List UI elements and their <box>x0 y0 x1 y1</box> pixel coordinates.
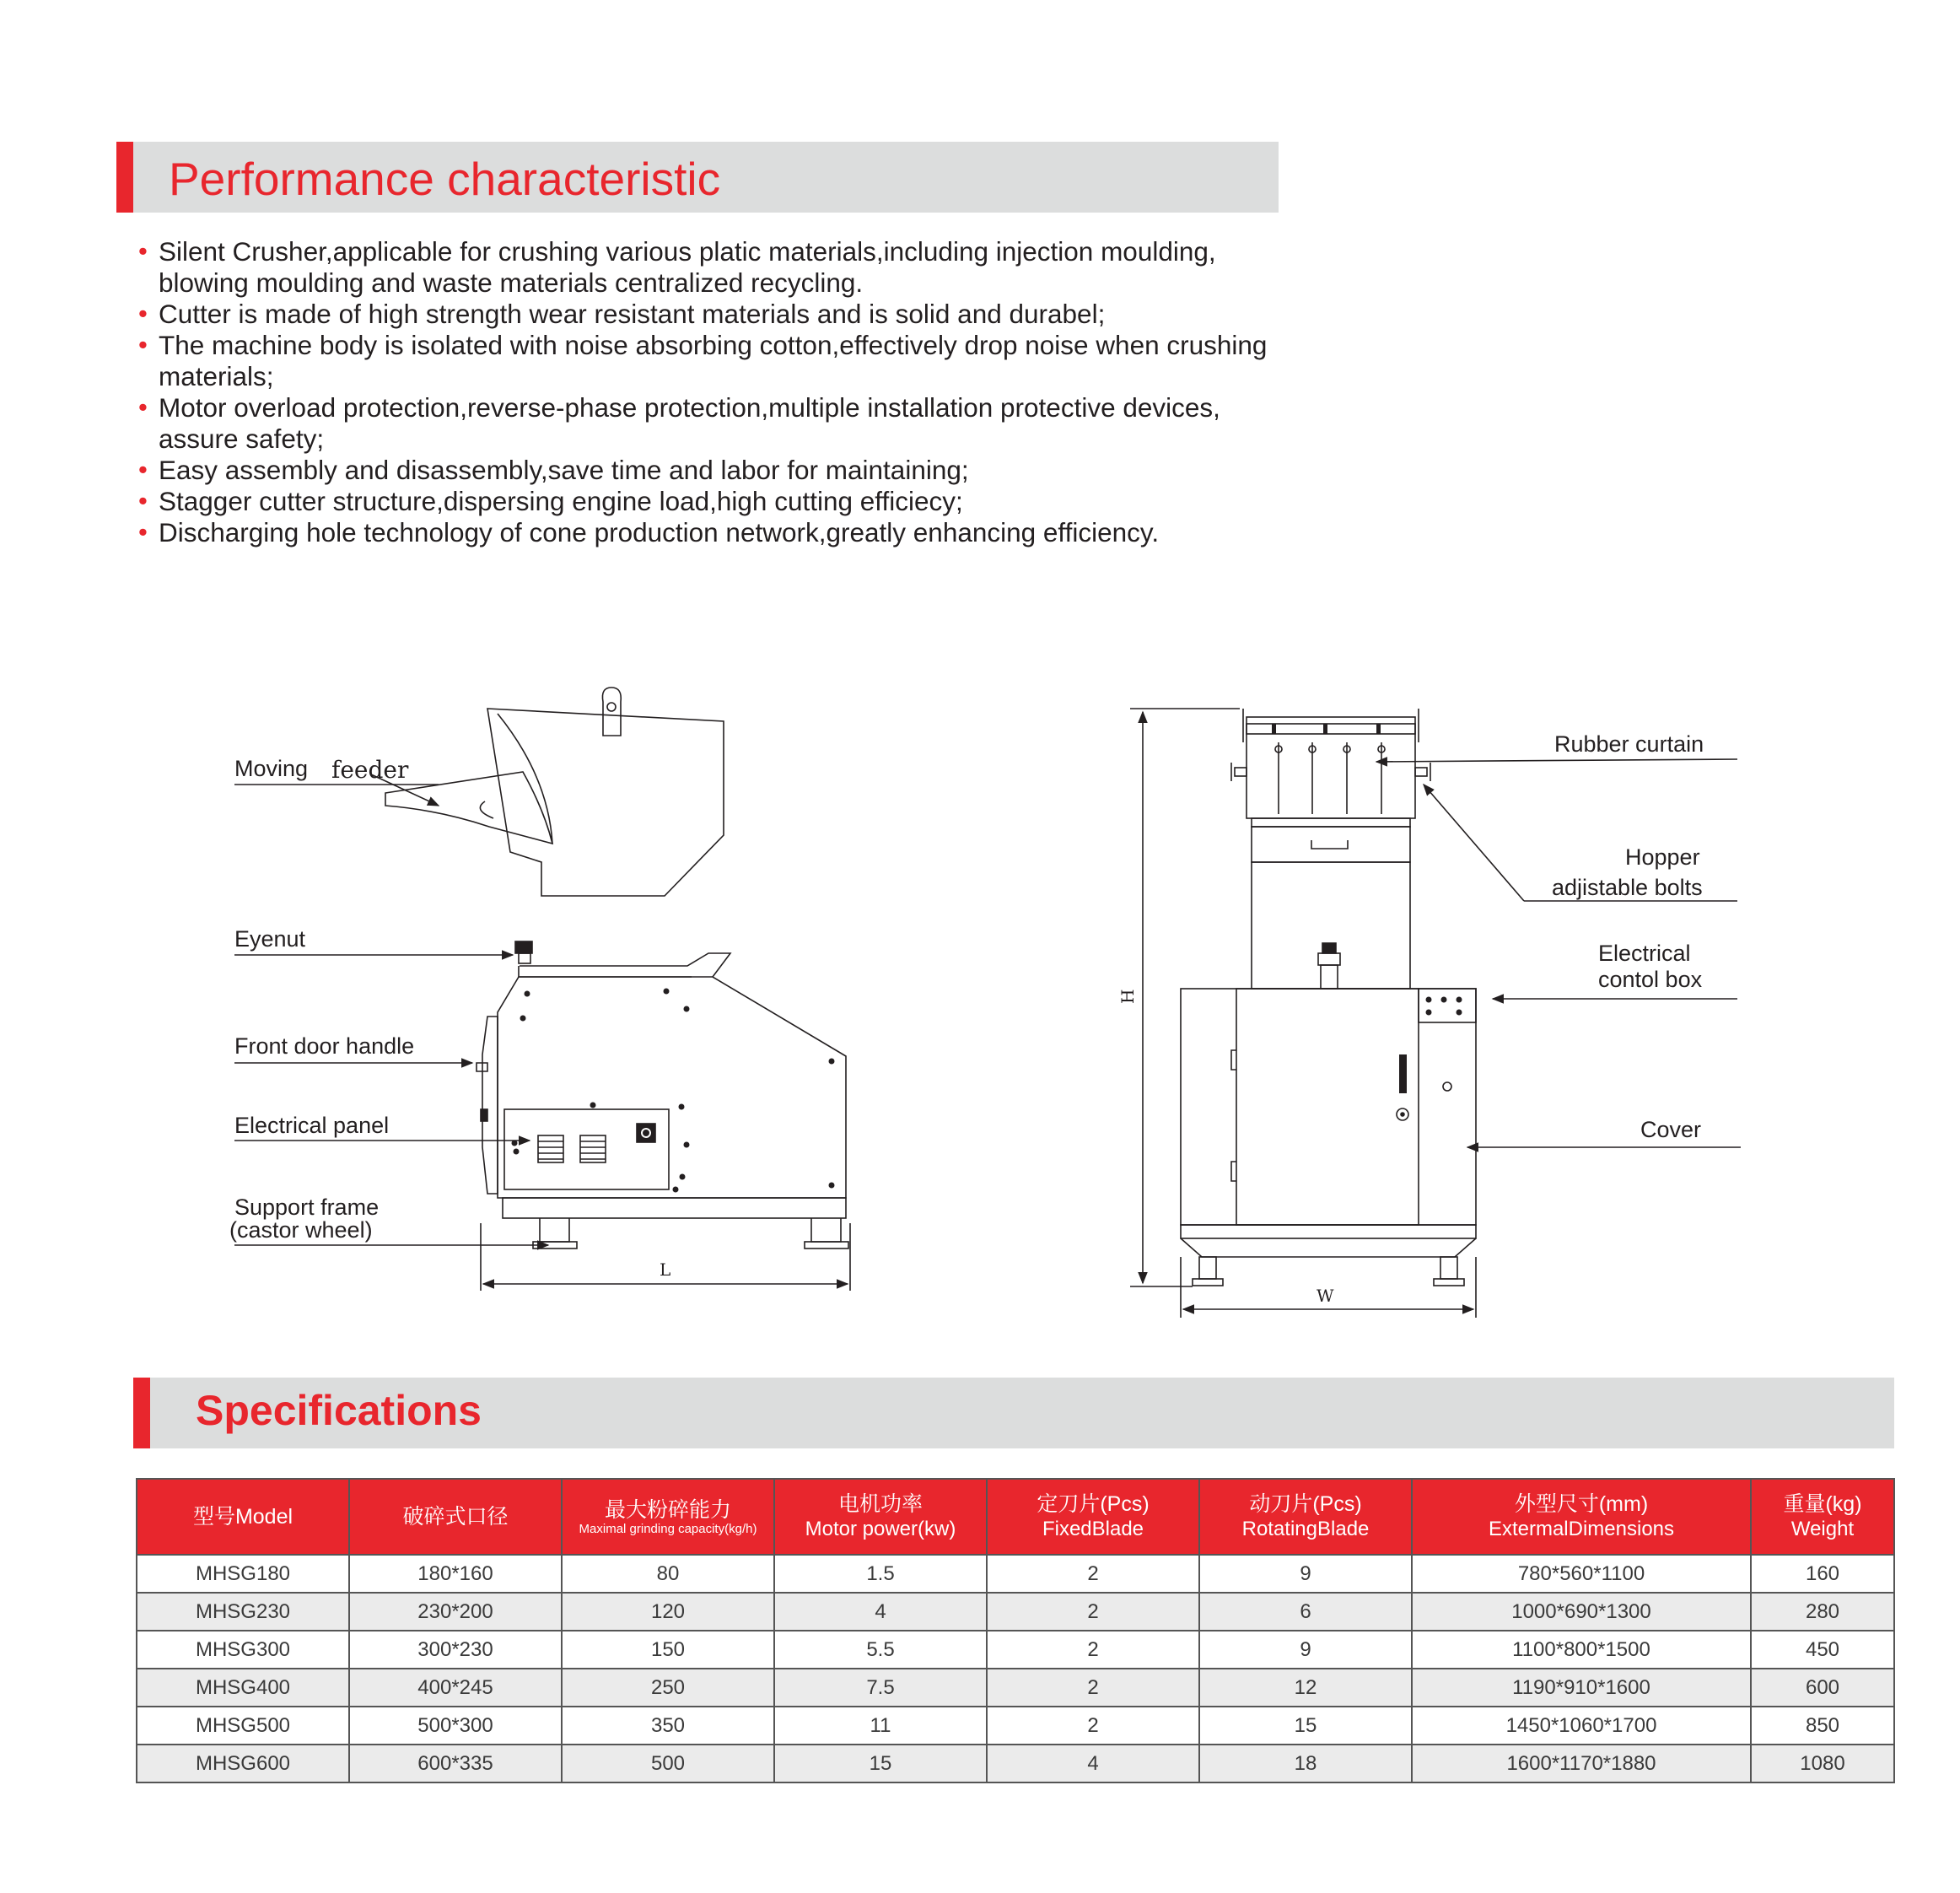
table-row <box>137 1555 1894 1593</box>
specifications-title: Specifications <box>196 1387 482 1434</box>
feature-item: • Motor overload protection,reverse-phase protection,multiple installation protective devices, assure safety; <box>138 392 1220 454</box>
table-cell: MHSG180 <box>137 1555 349 1593</box>
bullet-icon: • <box>138 392 148 422</box>
bullet-icon: • <box>138 517 148 547</box>
label-moving: Moving <box>234 756 309 781</box>
table-cell: 15 <box>1199 1707 1412 1745</box>
table-cell: 7.5 <box>774 1669 987 1707</box>
table-cell: 11 <box>774 1707 987 1745</box>
table-cell: 150 <box>562 1631 774 1669</box>
header-rotating-blade: 动刀片(Pcs) RotatingBlade <box>1199 1479 1412 1555</box>
table-cell: MHSG600 <box>137 1745 349 1782</box>
label-electrical-panel: Electrical panel <box>234 1113 390 1138</box>
table-cell: 1600*1170*1880 <box>1412 1745 1751 1782</box>
dimension-length: L <box>660 1259 671 1280</box>
table-cell: 80 <box>562 1555 774 1593</box>
specifications-header-bar <box>133 1378 1894 1448</box>
table-cell: 2 <box>987 1593 1199 1631</box>
drawings-svg <box>0 675 1960 1306</box>
table-cell: MHSG500 <box>137 1707 349 1745</box>
table-cell: 2 <box>987 1555 1199 1593</box>
feature-item: • Cutter is made of high strength wear resistant materials and is solid and durabel; <box>138 299 1106 329</box>
table-row <box>137 1745 1894 1782</box>
label-eyenut: Eyenut <box>234 926 306 952</box>
table-cell: 300*230 <box>349 1631 562 1669</box>
label-electrical: Electrical <box>1598 941 1691 966</box>
header-accent <box>116 142 133 213</box>
table-cell: 1450*1060*1700 <box>1412 1707 1751 1745</box>
table-cell: 2 <box>987 1669 1199 1707</box>
feature-item: • The machine body is isolated with noise absorbing cotton,effectively drop noise when crushing materials; <box>138 330 1268 391</box>
table-cell: 500 <box>562 1745 774 1782</box>
table-row <box>137 1707 1894 1745</box>
table-cell: 500*300 <box>349 1707 562 1745</box>
header-feed-opening: 破碎式口径 <box>349 1479 562 1555</box>
table-cell: 1100*800*1500 <box>1412 1631 1751 1669</box>
table-cell: 1080 <box>1751 1745 1894 1782</box>
feature-item: • Discharging hole technology of cone production network,greatly enhancing efficiency. <box>138 517 1160 547</box>
bullet-icon: • <box>138 299 148 328</box>
table-cell: 780*560*1100 <box>1412 1555 1751 1593</box>
table-cell: 15 <box>774 1745 987 1782</box>
bullet-icon: • <box>138 455 148 484</box>
table-cell: 4 <box>987 1745 1199 1782</box>
feature-item: • Easy assembly and disassembly,save time and labor for maintaining; <box>138 455 969 485</box>
header-accent <box>133 1378 150 1448</box>
table-cell: 250 <box>562 1669 774 1707</box>
performance-header-bar <box>116 142 1279 213</box>
table-cell: 350 <box>562 1707 774 1745</box>
label-hopper: Hopper <box>1625 844 1700 870</box>
header-capacity: 最大粉碎能力 Maximal grinding capacity(kg/h) <box>562 1479 774 1555</box>
table-cell: 6 <box>1199 1593 1412 1631</box>
table-row <box>137 1631 1894 1669</box>
table-cell: 5.5 <box>774 1631 987 1669</box>
table-row <box>137 1669 1894 1707</box>
table-cell: 400*245 <box>349 1669 562 1707</box>
table-cell: 9 <box>1199 1631 1412 1669</box>
header-motor-power: 电机功率 Motor power(kw) <box>774 1479 987 1555</box>
bullet-icon: • <box>138 236 148 266</box>
table-cell: 600*335 <box>349 1745 562 1782</box>
table-cell: MHSG400 <box>137 1669 349 1707</box>
dimension-width: W <box>1317 1286 1334 1306</box>
label-castor-wheel: (castor wheel) <box>229 1217 373 1243</box>
table-cell: 180*160 <box>349 1555 562 1593</box>
table-cell: 2 <box>987 1631 1199 1669</box>
table-cell: 1190*910*1600 <box>1412 1669 1751 1707</box>
label-feeder: feeder <box>331 756 409 784</box>
table-cell: 1.5 <box>774 1555 987 1593</box>
front-view-drawing <box>1130 709 1741 1318</box>
table-cell: 600 <box>1751 1669 1894 1707</box>
label-control-box: contol box <box>1598 967 1703 992</box>
table-cell: 280 <box>1751 1593 1894 1631</box>
table-cell: 18 <box>1199 1745 1412 1782</box>
table-cell: MHSG300 <box>137 1631 349 1669</box>
table-cell: 450 <box>1751 1631 1894 1669</box>
label-hopper-bolts: adjistable bolts <box>1552 875 1703 900</box>
label-cover: Cover <box>1640 1117 1702 1142</box>
performance-title: Performance characteristic <box>169 153 721 205</box>
table-cell: 850 <box>1751 1707 1894 1745</box>
table-cell: 12 <box>1199 1669 1412 1707</box>
table-row <box>137 1593 1894 1631</box>
table-cell: 120 <box>562 1593 774 1631</box>
bullet-icon: • <box>138 486 148 515</box>
header-fixed-blade: 定刀片(Pcs) FixedBlade <box>987 1479 1199 1555</box>
table-header-row <box>137 1479 1894 1555</box>
technical-drawings <box>0 675 1960 1306</box>
label-rubber-curtain: Rubber curtain <box>1554 731 1704 757</box>
bullet-icon: • <box>138 330 148 359</box>
table-cell: 160 <box>1751 1555 1894 1593</box>
header-model: 型号Model <box>137 1479 349 1555</box>
label-front-door-handle: Front door handle <box>234 1033 415 1059</box>
header-dimensions: 外型尺寸(mm) ExtermalDimensions <box>1412 1479 1751 1555</box>
feature-item: • Stagger cutter structure,dispersing engine load,high cutting efficiecy; <box>138 486 963 516</box>
table-cell: 2 <box>987 1707 1199 1745</box>
table-cell: 230*200 <box>349 1593 562 1631</box>
table-cell: 9 <box>1199 1555 1412 1593</box>
table-cell: 4 <box>774 1593 987 1631</box>
feature-item: • Silent Crusher,applicable for crushing various platic materials,including injection moulding, blowing moulding and waste materials centralized recycling. <box>138 236 1216 298</box>
dimension-height: H <box>1117 989 1138 1004</box>
label-support-frame: Support frame <box>234 1195 380 1220</box>
specifications-table <box>136 1478 1895 1783</box>
feature-list <box>135 236 1307 548</box>
header-weight: 重量(kg) Weight <box>1751 1479 1894 1555</box>
table-cell: MHSG230 <box>137 1593 349 1631</box>
table-cell: 1000*690*1300 <box>1412 1593 1751 1631</box>
